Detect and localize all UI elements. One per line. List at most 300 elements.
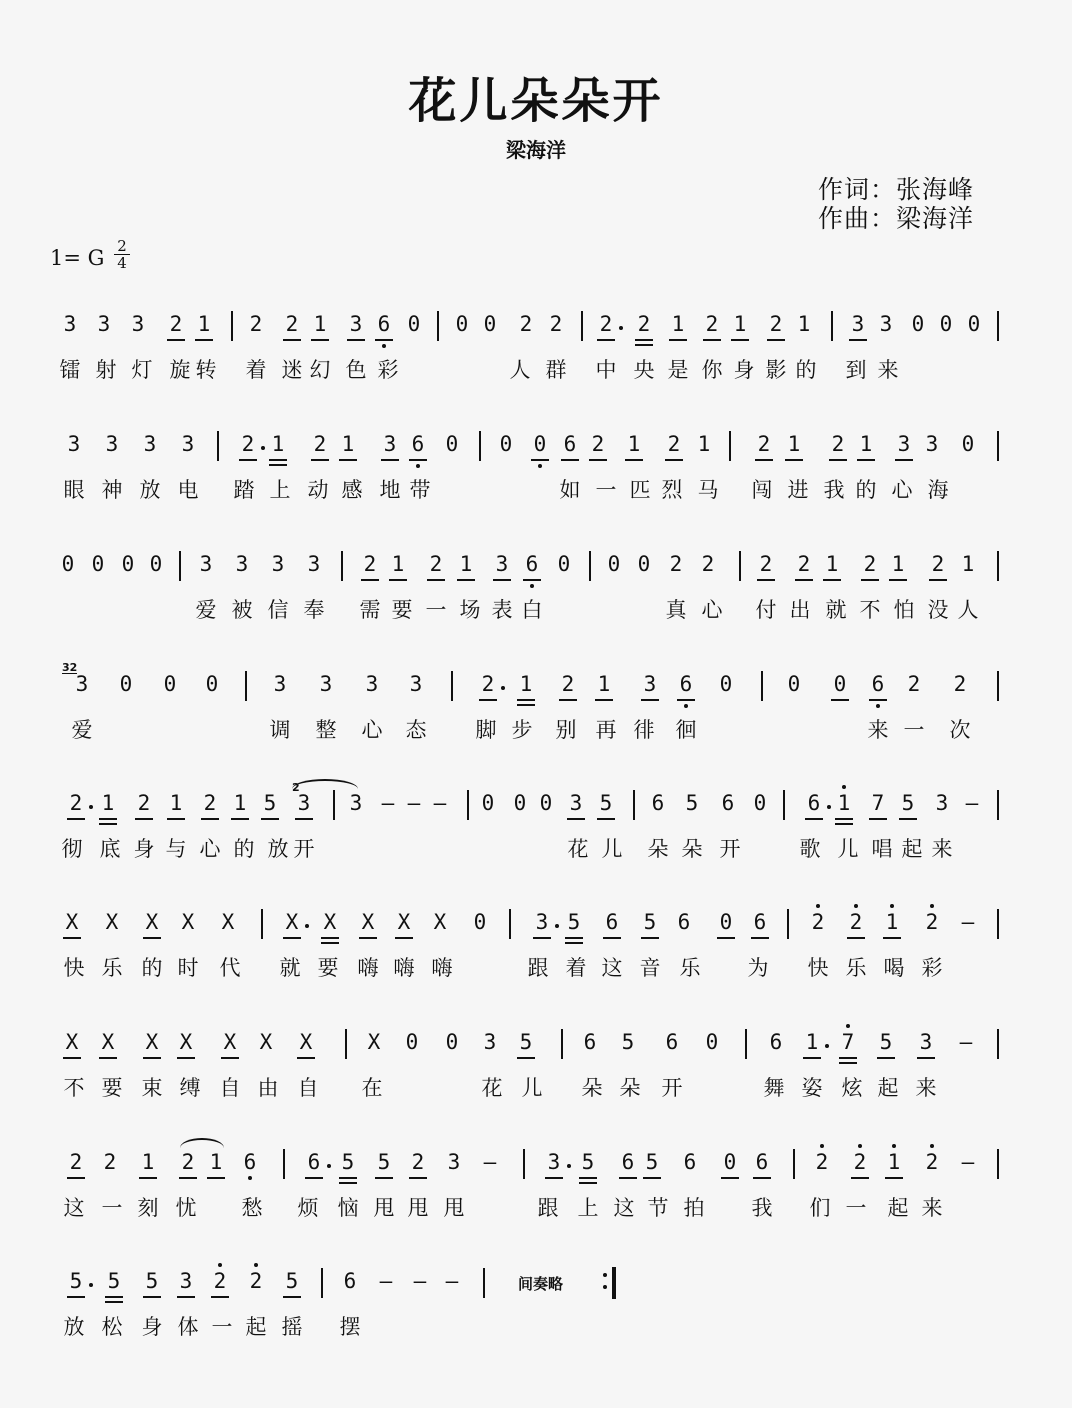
note: 3 [105,432,119,456]
lyric-char: 海 [927,478,949,502]
note: 6 [769,1030,783,1054]
notation-row [0,548,1072,588]
lyric-char: 心 [701,598,723,622]
sustain-dash: – [433,791,447,815]
sustain-dash: – [961,910,975,934]
note: 5 [563,910,585,934]
note: 6 [749,910,771,934]
notation-row [0,906,1072,946]
barline [997,311,999,341]
note: 1 [165,791,187,815]
note: 2 [765,312,787,336]
note: 3 [447,1150,461,1174]
note: 2 [595,312,617,336]
lyric-char: 快 [63,956,85,980]
lyric-char: 就 [825,598,847,622]
note: 1 [193,312,215,336]
note: 3 [879,312,893,336]
lyric-char: 起 [901,837,923,861]
note: 5 [685,791,699,815]
time-numerator: 2 [114,238,130,255]
sustain-dash: – [965,791,979,815]
note: 5 [641,1150,663,1174]
lyric-char: 与 [165,837,187,861]
lyric-char: 在 [361,1076,383,1100]
song-title: 花儿朵朵开 [408,73,664,129]
sustain-dash: – [959,1030,973,1054]
note: 6 [601,910,623,934]
note: 1 [455,552,477,576]
note: 3 [543,1150,565,1174]
lyric-char: 摆 [339,1315,361,1339]
note: 3 [199,552,213,576]
sustain-dash: – [483,1150,497,1174]
note: 1 [883,1150,905,1174]
lyric-char: 我 [823,478,845,502]
lyric-char: 转 [195,358,217,382]
barline [997,1149,999,1179]
lyric-char: 这 [613,1196,635,1220]
note: 0 [607,552,621,576]
note: 1 [309,312,331,336]
note: 0 [753,791,767,815]
note: 2 [827,432,849,456]
barline [509,909,511,939]
lyric-char: 这 [63,1196,85,1220]
note: 3 [181,432,195,456]
lyric-char: 彩 [377,358,399,382]
lyric-char: 乐 [845,956,867,980]
note: 6 [407,432,429,456]
note: 0 [121,552,135,576]
barline [581,311,583,341]
note: 1 [337,432,359,456]
rhythm-note: X [295,1030,317,1054]
lyric-char: 如 [559,478,581,502]
lyric-char: 朵 [681,837,703,861]
lyric-char: 影 [765,358,787,382]
rhythm-note: X [97,1030,119,1054]
rhythm-note: X [61,910,83,934]
lyric-char: 彩 [921,956,943,980]
rhythm-note: X [175,1030,197,1054]
lyric-char: 着 [565,956,587,980]
lyric-char: 朵 [647,837,669,861]
note: 2 [845,910,867,934]
note: 0 [119,672,133,696]
note: 5 [595,791,617,815]
lyric-char: 们 [809,1196,831,1220]
note: 0 [483,312,497,336]
lyric-char: 着 [245,358,267,382]
note: 2 [753,432,775,456]
lyric-char: 烈 [661,478,683,502]
note: 0 [715,910,737,934]
note: 0 [149,552,163,576]
note: 2 [669,552,683,576]
lyric-char: 一 [425,598,447,622]
notation-row [0,781,1072,827]
lyric-char: 表 [491,598,513,622]
lyric-char: 身 [733,358,755,382]
lyric-char: 姿 [801,1076,823,1100]
note: 2 [793,552,815,576]
note: 5 [639,910,661,934]
note: 5 [103,1269,125,1293]
barline [589,551,591,581]
note: 2 [807,910,829,934]
note: 2 [859,552,881,576]
note: 6 [343,1269,357,1293]
lyric-char: 刻 [137,1196,159,1220]
time-denominator: 4 [117,254,127,272]
lyric-char: 场 [459,598,481,622]
note: 0 [961,432,975,456]
note: 2 [165,312,187,336]
note: 2 [209,1269,231,1293]
lyric-char: 感 [341,478,363,502]
note: 6 [583,1030,597,1054]
note: 5 [141,1269,163,1293]
lyric-char: 体 [177,1315,199,1339]
rhythm-note: X [281,910,303,934]
note: 6 [721,791,735,815]
barline [179,551,181,581]
note: 5 [577,1150,599,1174]
note: 5 [621,1030,635,1054]
lyric-char: 乐 [101,956,123,980]
note: 3 [349,791,363,815]
lyric-char: 人 [957,598,979,622]
barline [245,671,247,701]
lyric-char: 来 [877,358,899,382]
note: 0 [205,672,219,696]
notation-row [0,1026,1072,1066]
note: 5 [259,791,281,815]
barline [283,1149,285,1179]
lyric-char: 跟 [537,1196,559,1220]
lyric-char: 不 [859,598,881,622]
lyric-char: 歌 [799,837,821,861]
lyric-char: 次 [949,718,971,742]
sustain-dash: – [961,1150,975,1174]
note: 6 [521,552,543,576]
note: 2 [907,672,921,696]
note: 0 [405,1030,419,1054]
lyric-char: 忧 [175,1196,197,1220]
note: 3 [565,791,587,815]
note: 2 [103,1150,117,1174]
lyric-char: 神 [101,478,123,502]
note: 2 [281,312,303,336]
lyric-char: 眼 [63,478,85,502]
lyric-char: 恼 [337,1196,359,1220]
lyric-char: 儿 [837,837,859,861]
note: 1 [783,432,805,456]
lyric-char: 调 [269,718,291,742]
note: 3 [235,552,249,576]
barline [783,790,785,820]
lyric-char: 自 [219,1076,241,1100]
lyric-char: 奉 [303,598,325,622]
lyric-char: 白 [521,598,543,622]
note: 5 [281,1269,303,1293]
lyric-char: 就 [279,956,301,980]
note: 0 [557,552,571,576]
rhythm-note: X [221,910,235,934]
lyric-char: 你 [701,358,723,382]
note: 0 [529,432,551,456]
note: 6 [677,910,691,934]
note: 6 [559,432,581,456]
note: 2 [953,672,967,696]
note: 3 [293,791,315,815]
note: 2 [927,552,949,576]
lyric-char: 放 [63,1315,85,1339]
lyric-char: 一 [595,478,617,502]
barline [341,551,343,581]
notation-row [0,1265,1072,1305]
lyric-char: 时 [177,956,199,980]
note: 1 [887,552,909,576]
lyric-char: 朵 [619,1076,641,1100]
lyric-char: 喝 [883,956,905,980]
lyric-char: 开 [661,1076,683,1100]
score-system [0,781,1072,867]
slur [180,1138,224,1158]
barline [761,671,763,701]
lyric-char: 花 [567,837,589,861]
lyric-char: 踏 [233,478,255,502]
lyric-char: 灯 [131,358,153,382]
note: 3 [531,910,553,934]
lyric-char: 要 [317,956,339,980]
note: 2 [425,552,447,576]
lyric-char: 爱 [195,598,217,622]
note: 1 [623,432,645,456]
lyric-char: 徊 [675,718,697,742]
score-system [0,661,1072,748]
note: 3 [345,312,367,336]
sustain-dash: – [381,791,395,815]
barline [345,1029,347,1059]
note: 2 [477,672,499,696]
rhythm-note: X [219,1030,241,1054]
lyric-char: 心 [199,837,221,861]
lyric-char: 嗨 [393,956,415,980]
lyric-char: 到 [845,358,867,382]
rhythm-note: X [141,910,163,934]
note: 0 [539,791,553,815]
barline [451,671,453,701]
note: 1 [729,312,751,336]
barline [633,790,635,820]
lyric-char: 来 [921,1196,943,1220]
lyricist: 作词：张海峰 [818,175,975,204]
note: 6 [867,672,889,696]
lyric-char: 再 [595,718,617,742]
lyric-char: 甩 [407,1196,429,1220]
note: 2 [177,1150,199,1174]
note: 1 [229,791,251,815]
note: 1 [797,312,811,336]
note: 7 [867,791,889,815]
lyric-char: 的 [795,358,817,382]
lyric-char: 由 [257,1076,279,1100]
lyric-char: 上 [577,1196,599,1220]
lyric-char: 电 [177,478,199,502]
lyric-char: 一 [845,1196,867,1220]
lyric-char: 射 [95,358,117,382]
lyric-char: 态 [405,718,427,742]
lyric-char: 人 [509,358,531,382]
note: 0 [445,1030,459,1054]
barline [997,551,999,581]
note: 3 [131,312,145,336]
note: 1 [833,791,855,815]
lyric-char: 闯 [751,478,773,502]
note: 3 [379,432,401,456]
note: 3 [639,672,661,696]
lyric-char: 我 [751,1196,773,1220]
time-signature [114,238,130,271]
note: 2 [237,432,259,456]
lyric-char: 上 [269,478,291,502]
lyric-char: 松 [101,1315,123,1339]
sustain-dash: – [413,1269,427,1293]
lyric-char: 缚 [179,1076,201,1100]
lyric-char: 付 [755,598,777,622]
lyric-char: 真 [665,598,687,622]
lyric-char: 拍 [683,1196,705,1220]
note: 3 [67,432,81,456]
rhythm-note: X [357,910,379,934]
lyric-char: 徘 [633,718,655,742]
barline [997,909,999,939]
note: 5 [337,1150,359,1174]
lyric-char: 来 [915,1076,937,1100]
lyric-char: 是 [667,358,689,382]
lyric-char: 的 [141,956,163,980]
note: 3 [273,672,287,696]
barline [261,909,263,939]
singer: 梁海洋 [506,138,566,162]
lyric-char: 炫 [841,1076,863,1100]
lyric-char: 不 [63,1076,85,1100]
note: 3 [175,1269,197,1293]
note: 1 [97,791,119,815]
barline [745,1029,747,1059]
lyric-char: 匹 [629,478,651,502]
notation-row [0,661,1072,708]
rhythm-note: X [61,1030,83,1054]
note: 3 [365,672,379,696]
barline [467,790,469,820]
rhythm-note: X [433,910,447,934]
barline [437,311,439,341]
lyric-char: 快 [807,956,829,980]
score-system [0,1265,1072,1345]
note: 2 [921,910,943,934]
score-system [0,1146,1072,1226]
lyric-char: 嗨 [431,956,453,980]
lyric-char: 这 [601,956,623,980]
lyric-char: 出 [789,598,811,622]
note: 6 [303,1150,325,1174]
lyric-char: 摇 [281,1315,303,1339]
lyric-char: 唱 [871,837,893,861]
note: 0 [719,1150,741,1174]
score-system [0,1026,1072,1106]
lyric-char: 一 [101,1196,123,1220]
lyric-char: 马 [697,478,719,502]
lyric-char: 地 [379,478,401,502]
lyric-char: 旋 [169,358,191,382]
barline [997,431,999,461]
barline [321,1268,323,1298]
barline [739,551,741,581]
note: 3 [307,552,321,576]
note: 3 [847,312,869,336]
note: 5 [65,1269,87,1293]
lyric-char: 节 [647,1196,669,1220]
lyric-char: 一 [211,1315,233,1339]
lyric-char: 需 [359,598,381,622]
barline [523,1149,525,1179]
note: 6 [373,312,395,336]
note: 6 [751,1150,773,1174]
note: 0 [705,1030,719,1054]
note: 1 [855,432,877,456]
note: 0 [445,432,459,456]
score-system [0,428,1072,508]
rhythm-note: X [105,910,119,934]
lyric-char: 朵 [581,1076,603,1100]
lyric-char: 带 [409,478,431,502]
note: 0 [939,312,953,336]
lyric-char: 身 [141,1315,163,1339]
note: 3 [915,1030,937,1054]
lyric-char: 被 [231,598,253,622]
barline [479,431,481,461]
note: 6 [683,1150,697,1174]
lyric-char: 没 [927,598,949,622]
note: 2 [701,312,723,336]
lyric-char: 放 [267,837,289,861]
note: 7 [837,1030,859,1054]
notation-row [0,1146,1072,1186]
note: 0 [513,791,527,815]
note: 2 [549,312,563,336]
barline [997,671,999,701]
note: 2 [249,312,263,336]
note: 6 [803,791,825,815]
notation-row [0,428,1072,468]
lyric-char: 脚 [475,718,497,742]
lyric-char: 迷 [281,358,303,382]
note: 1 [205,1150,227,1174]
lyric-char: 进 [787,478,809,502]
note: 2 [519,312,533,336]
lyric-char: 音 [639,956,661,980]
note: 0 [787,672,801,696]
note: 3 [63,312,77,336]
note: 1 [801,1030,823,1054]
note: 3 [143,432,157,456]
lyric-char: 愁 [241,1196,263,1220]
rhythm-note: X [181,910,195,934]
note: 5 [515,1030,537,1054]
